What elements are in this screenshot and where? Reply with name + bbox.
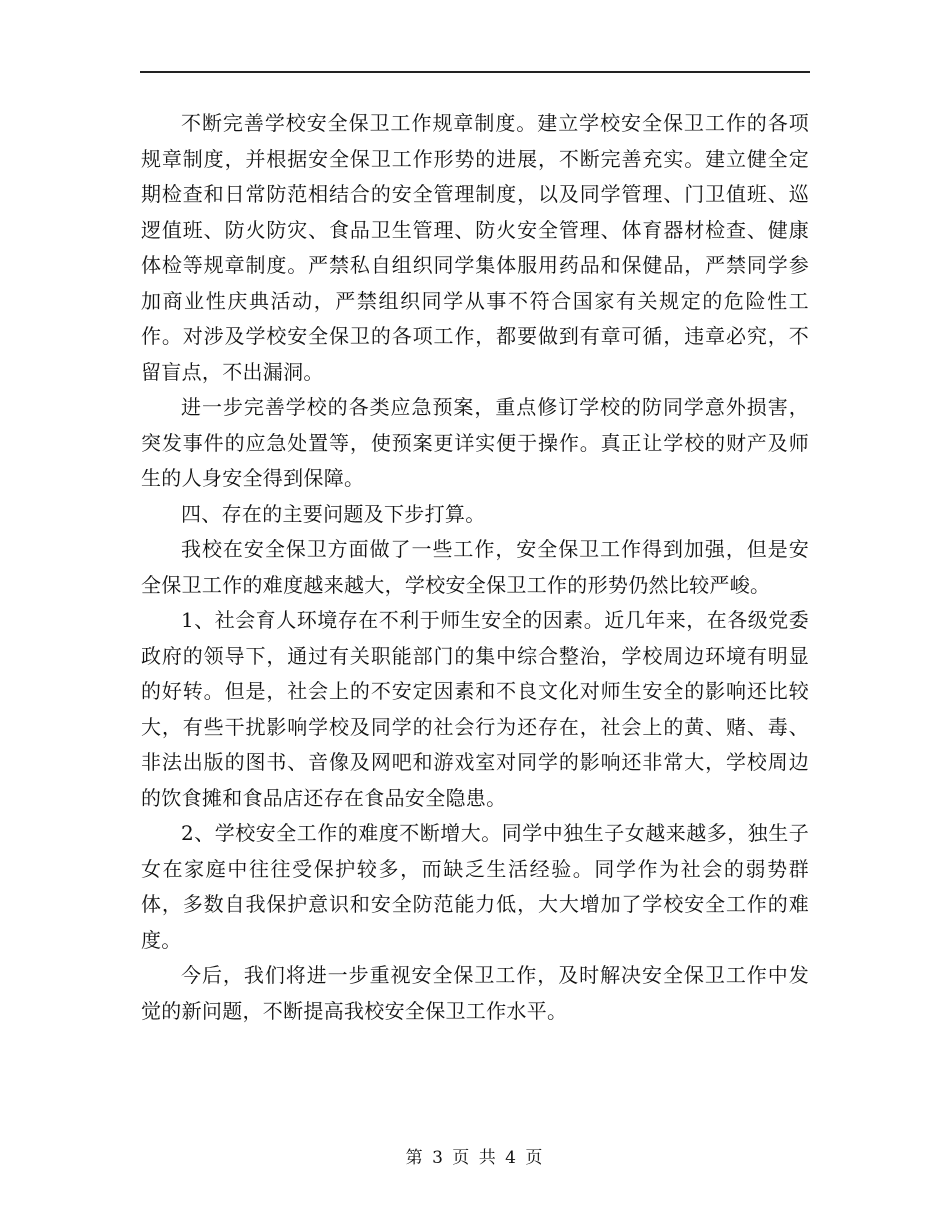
- page-footer: 第 3 页 共 4 页: [405, 1148, 545, 1168]
- paragraph-overview: 我校在安全保卫方面做了一些工作，安全保卫工作得到加强，但是安全保卫工作的难度越来越大，学校安全保卫工作的形势仍然比较严峻。: [141, 537, 809, 597]
- paragraph-conclusion: 今后，我们将进一步重视安全保卫工作，及时解决安全保卫工作中发觉的新问题，不断提高我校安全保卫工作水平。: [141, 963, 809, 1023]
- paragraph-regulations: 不断完善学校安全保卫工作规章制度。建立学校安全保卫工作的各项规章制度，并根据安全保卫工作形势的进展，不断完善充实。建立健全定期检查和日常防范相结合的安全管理制度，以及同学管理、门卫值班、巡逻值班、防火防灾、食品卫生管理、防火安全管理、体育器材检查、健康体检等规章制度。严禁私自组织同学集体服用药品和保健品，严禁同学参加商业性庆典活动，严禁组织同学从事不符合国家有关规定的危险性工作。对涉及学校安全保卫的各项工作，都要做到有章可循，违章必究，不留盲点，不出漏洞。: [141, 111, 809, 384]
- section-heading-problems: 四、存在的主要问题及下步打算。: [181, 501, 486, 526]
- document-body: [141, 106, 809, 1029]
- header-rule: [140, 71, 810, 73]
- paragraph-issue-1: 1、社会育人环境存在不利于师生安全的因素。近几年来，在各级党委政府的领导下，通过有关职能部门的集中综合整治，学校周边环境有明显的好转。但是，社会上的不安定因素和不良文化对师生安全的影响还比较大，有些干扰影响学校及同学的社会行为还存在，社会上的黄、赌、毒、非法出版的图书、音像及网吧和游戏室对同学的影响还非常大，学校周边的饮食摊和食品店还存在食品安全隐患。: [141, 608, 809, 810]
- paragraph-emergency-plans: 进一步完善学校的各类应急预案，重点修订学校的防同学意外损害，突发事件的应急处置等，使预案更详实便于操作。真正让学校的财产及师生的人身安全得到保障。: [141, 395, 809, 490]
- paragraph-issue-2: 2、学校安全工作的难度不断增大。同学中独生子女越来越多，独生子女在家庭中往往受保护较多，而缺乏生活经验。同学作为社会的弱势群体，多数自我保护意识和安全防范能力低，大大增加了学校安全工作的难度。: [141, 821, 809, 952]
